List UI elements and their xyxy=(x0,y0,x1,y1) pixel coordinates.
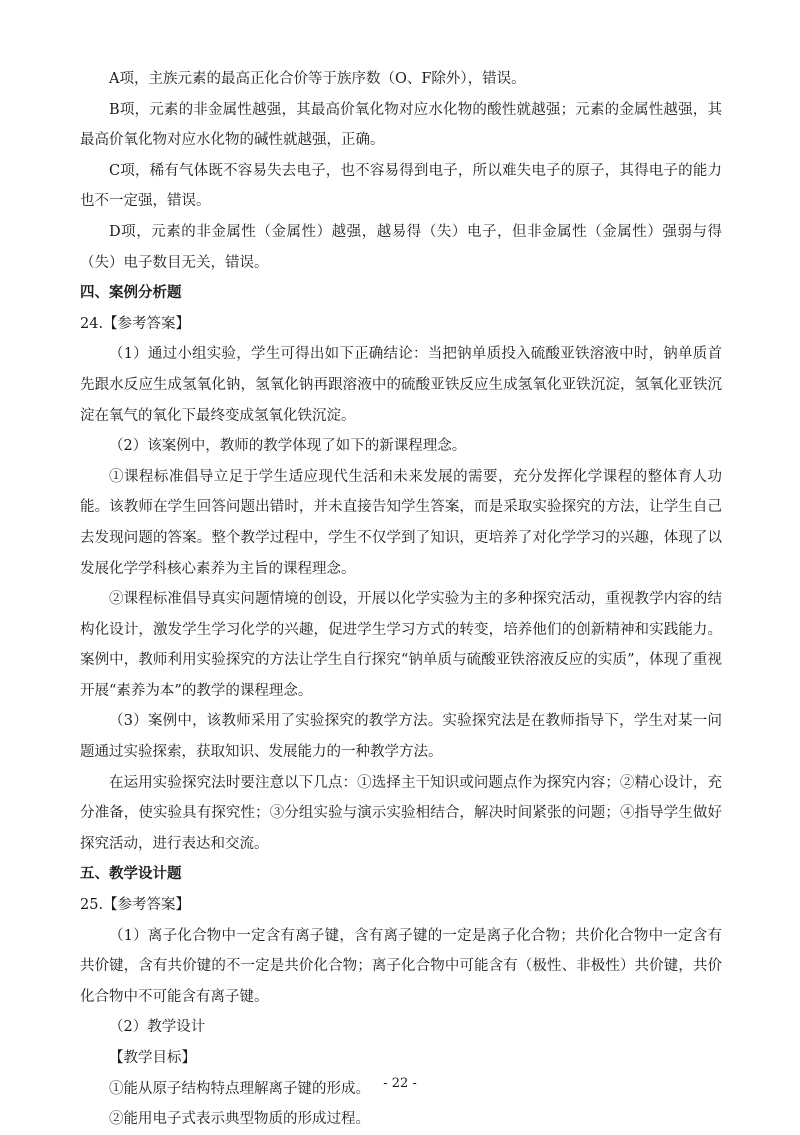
teaching-objectives-label: 【教学目标】 xyxy=(109,1050,196,1066)
question-25-answer-label: 25.【参考答案】 xyxy=(80,897,191,914)
q24-part-2-point-1: ①课程标准倡导立足于学生适应现代生活和未来发展的需要，充分发挥化学课程的整体育人功能。该教师在学生回答问题出错时，并未直接告知学生答案，而是采取实验探究的方法，让学生自己去发现问题的答案。整个教学过程中，学生不仅学到了知识，更培养了对化学学习的兴趣，体现了以发展化学学科核心素养为主旨的课程理念。 xyxy=(80,468,722,577)
page-number: - 22 - xyxy=(383,1076,417,1091)
q24-part-2: （2）该案例中，教师的教学体现了如下的新课程理念。 xyxy=(109,438,467,455)
q24-part-2-point-2: ②课程标准倡导真实问题情境的创设，开展以化学实验为主的多种探究活动，重视教学内容的结构化设计，激发学生学习化学的兴趣，促进学生学习方式的转变，培养他们的创新精神和实践能力。案例中，教师利用实验探究的方法让学生自行探究“钠单质与硫酸亚铁溶液反应的实质”，体现了重视开展“素养为本”的教学的课程理念。 xyxy=(80,591,722,699)
section-heading-teaching-design: 五、教学设计题 xyxy=(80,866,182,883)
q24-part-3-notes: 在运用实验探究法时要注意以下几点：①选择主干知识或问题点作为探究内容；②精心设计，充分准备，使实验具有探究性；③分组实验与演示实验相结合，解决时间紧张的问题；④指导学生做好探究活动，进行表达和交流。 xyxy=(80,774,722,852)
document-body xyxy=(80,64,722,1135)
section-heading-case-analysis: 四、案例分析题 xyxy=(80,285,182,302)
option-d-explanation: D项，元素的非金属性（金属性）越强，越易得（失）电子，但非金属性（金属性）强弱与得（失）电子数目无关，错误。 xyxy=(80,223,722,271)
q24-part-3: （3）案例中，该教师采用了实验探究的教学方法。实验探究法是在教师指导下，学生对某一问题通过实验探索，获取知识、发展能力的一种教学方法。 xyxy=(80,713,722,761)
teaching-objective-1: ①能从原子结构特点理解离子键的形成。 xyxy=(109,1080,370,1097)
q24-part-1: （1）通过小组实验，学生可得出如下正确结论：当把钠单质投入硫酸亚铁溶液中时，钠单质首先跟水反应生成氢氧化钠，氢氧化钠再跟溶液中的硫酸亚铁反应生成氢氧化亚铁沉淀，氢氧化亚铁沉淀在氧气的氧化下最终变成氢氧化铁沉淀。 xyxy=(80,346,722,424)
q25-part-1: （1）离子化合物中一定含有离子键，含有离子键的一定是离子化合物；共价化合物中一定含有共价键，含有共价键的不一定是共价化合物；离子化合物中可能含有（极性、非极性）共价键，共价化合物中不可能含有离子键。 xyxy=(80,927,722,1005)
question-24-answer-label: 24.【参考答案】 xyxy=(80,315,191,332)
q25-part-2: （2）教学设计 xyxy=(109,1019,206,1036)
option-c-explanation: C项，稀有气体既不容易失去电子，也不容易得到电子，所以难失电子的原子，其得电子的能力也不一定强，错误。 xyxy=(80,162,722,210)
option-a-explanation: A项，主族元素的最高正化合价等于族序数（O、F除外），错误。 xyxy=(109,71,526,87)
teaching-objective-2: ②能用电子式表示典型物质的形成过程。 xyxy=(109,1111,370,1128)
option-b-explanation: B项，元素的非金属性越强，其最高价氧化物对应水化物的酸性就越强；元素的金属性越强，其最高价氧化物对应水化物的碱性就越强，正确。 xyxy=(80,101,722,149)
